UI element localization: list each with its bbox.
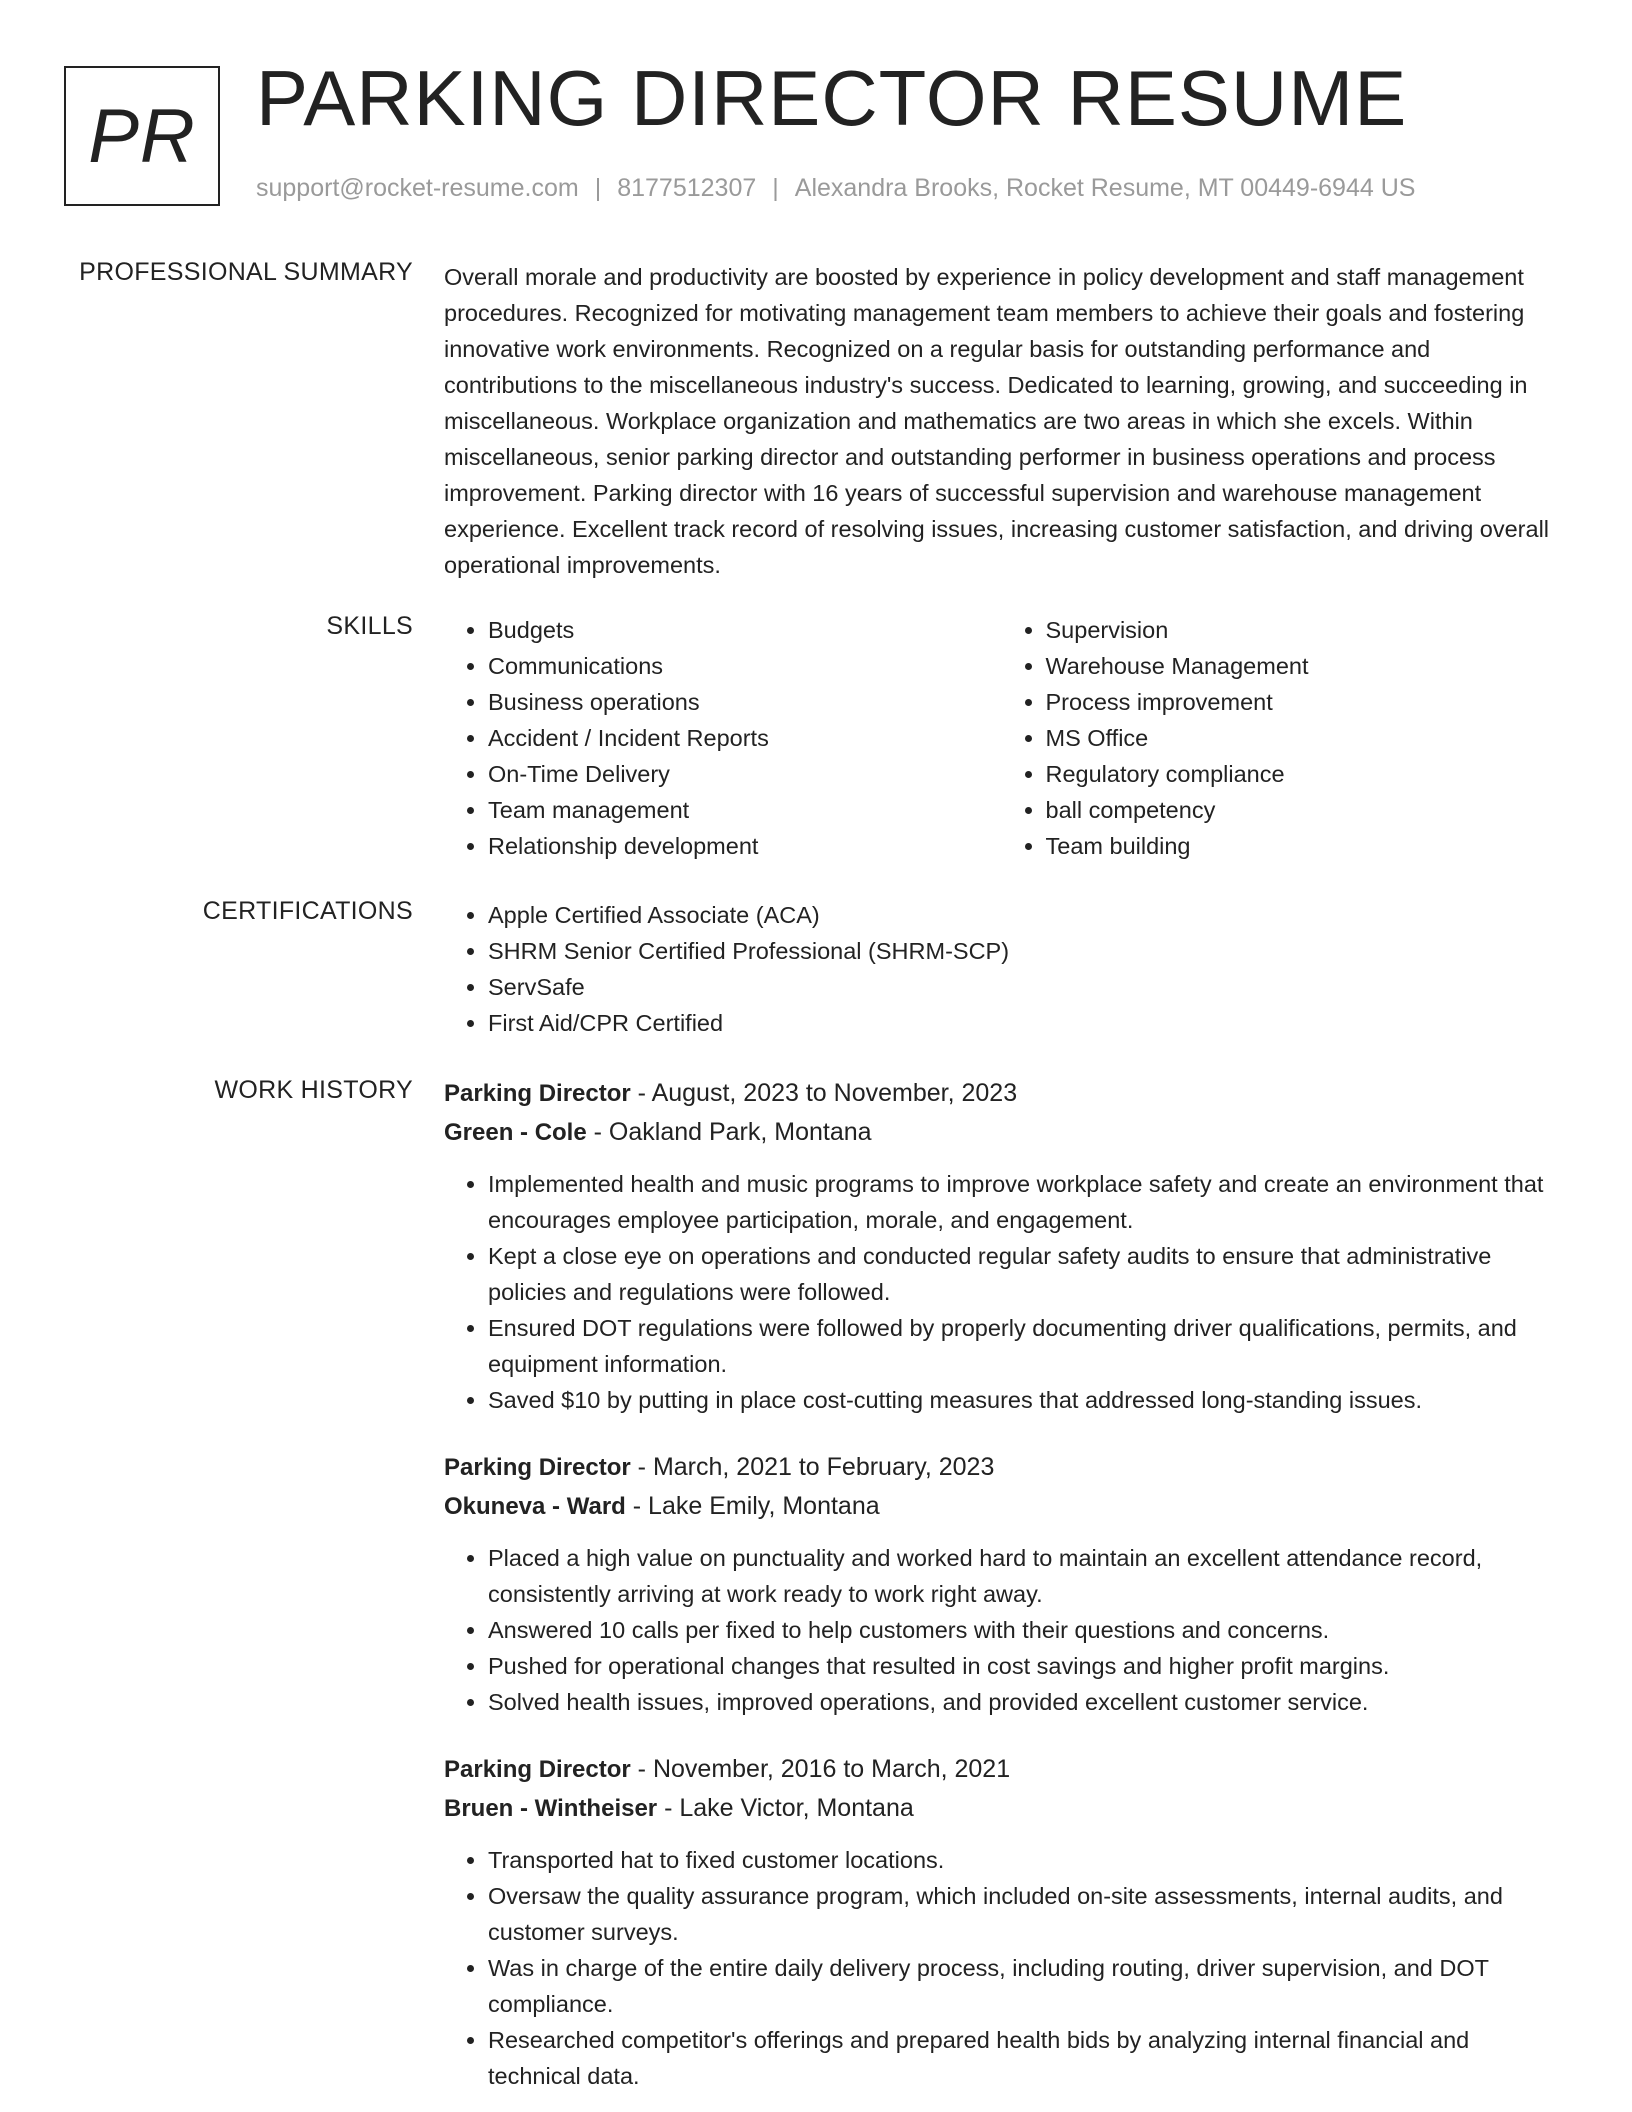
section-label-summary: PROFESSIONAL SUMMARY xyxy=(79,258,413,286)
skill-item: • Regulatory compliance xyxy=(1046,756,1560,792)
contact-address: Alexandra Brooks, Rocket Resume, MT 00449-6944 US xyxy=(794,174,1416,202)
certification-item: • SHRM Senior Certified Professional (SHRM-SCP) xyxy=(488,933,1559,969)
job-title-line xyxy=(444,1448,1559,1487)
skill-item: • On-Time Delivery xyxy=(488,756,1002,792)
skill-item: • MS Office xyxy=(1046,720,1560,756)
certification-item: • ServSafe xyxy=(488,969,1559,1005)
monogram-box xyxy=(64,66,220,206)
job-dates: - August, 2023 to November, 2023 xyxy=(630,1079,1018,1107)
skill-item: • Business operations xyxy=(488,684,1002,720)
job-entry xyxy=(444,1750,1559,2094)
section-label-work-history: WORK HISTORY xyxy=(214,1076,413,1104)
job-company: Bruen - Wintheiser xyxy=(444,1795,658,1822)
job-company-line xyxy=(444,1789,1559,1828)
job-bullet: • Researched competitor's offerings and prepared health bids by analyzing internal financial and technical data. xyxy=(488,2022,1559,2094)
job-bullet: • Answered 10 calls per fixed to help customers with their questions and concerns. xyxy=(488,1612,1559,1648)
contact-separator: | xyxy=(594,174,602,202)
skills-list-right xyxy=(1002,612,1560,864)
job-title: Parking Director xyxy=(444,1454,631,1481)
skill-item: • Team management xyxy=(488,792,1002,828)
job-bullets xyxy=(444,1540,1559,1720)
job-company-line xyxy=(444,1113,1559,1152)
job-bullet: • Kept a close eye on operations and conducted regular safety audits to ensure that administrative policies and regulations were followed. xyxy=(488,1238,1559,1310)
job-company: Okuneva - Ward xyxy=(444,1493,626,1520)
job-bullet: • Implemented health and music programs to improve workplace safety and create an environment that encourages employee participation, morale, and engagement. xyxy=(488,1166,1559,1238)
job-entry xyxy=(444,1074,1559,1418)
certification-item: • First Aid/CPR Certified xyxy=(488,1005,1559,1041)
job-company-line xyxy=(444,1487,1559,1526)
skill-item: • Communications xyxy=(488,648,1002,684)
job-entry xyxy=(444,1448,1559,1720)
job-location: - Oakland Park, Montana xyxy=(586,1118,872,1146)
job-bullet: • Oversaw the quality assurance program, which included on-site assessments, internal audits, and customer surveys. xyxy=(488,1878,1559,1950)
skill-item: • Supervision xyxy=(1046,612,1560,648)
skills-list-left xyxy=(444,612,1002,864)
job-title: Parking Director xyxy=(444,1756,631,1783)
skill-item: • Team building xyxy=(1046,828,1560,864)
resume-title: PARKING DIRECTOR RESUME xyxy=(256,54,1408,142)
job-title-line xyxy=(444,1750,1559,1789)
section-label-skills: SKILLS xyxy=(326,612,413,640)
skill-item: • Budgets xyxy=(488,612,1002,648)
job-location: - Lake Emily, Montana xyxy=(625,1492,880,1520)
job-bullet: • Transported hat to fixed customer locations. xyxy=(488,1842,1559,1878)
contact-phone[interactable]: 8177512307 xyxy=(617,174,757,202)
skill-item: • Process improvement xyxy=(1046,684,1560,720)
job-bullet: • Placed a high value on punctuality and worked hard to maintain an excellent attendance record, consistently arriving at work ready to work right away. xyxy=(488,1540,1559,1612)
job-dates: - November, 2016 to March, 2021 xyxy=(630,1755,1011,1783)
contact-separator: | xyxy=(772,174,779,202)
job-bullet: • Pushed for operational changes that resulted in cost savings and higher profit margins. xyxy=(488,1648,1559,1684)
skill-item: • Accident / Incident Reports xyxy=(488,720,1002,756)
job-title: Parking Director xyxy=(444,1080,631,1107)
job-bullet: • Ensured DOT regulations were followed by properly documenting driver qualifications, permits, and equipment information. xyxy=(488,1310,1559,1382)
job-company: Green - Cole xyxy=(444,1119,587,1146)
monogram-initials: PR xyxy=(88,93,196,179)
section-label-certifications: CERTIFICATIONS xyxy=(202,897,413,925)
skill-item: • Relationship development xyxy=(488,828,1002,864)
job-bullets xyxy=(444,1166,1559,1418)
certification-item: • Apple Certified Associate (ACA) xyxy=(488,897,1559,933)
job-bullet: • Saved $10 by putting in place cost-cutting measures that addressed long-standing issues. xyxy=(488,1382,1559,1418)
job-title-line xyxy=(444,1074,1559,1113)
job-bullet: • Was in charge of the entire daily delivery process, including routing, driver supervision, and DOT compliance. xyxy=(488,1950,1559,2022)
job-dates: - March, 2021 to February, 2023 xyxy=(630,1453,995,1481)
certifications-list xyxy=(444,897,1559,1041)
contact-line xyxy=(256,174,1415,203)
job-bullets xyxy=(444,1842,1559,2094)
job-bullet: • Solved health issues, improved operations, and provided excellent customer service. xyxy=(488,1684,1559,1720)
skill-item: • Warehouse Management xyxy=(1046,648,1560,684)
job-location: - Lake Victor, Montana xyxy=(657,1794,914,1822)
contact-email[interactable]: support@rocket-resume.com xyxy=(256,174,579,202)
skill-item: • ball competency xyxy=(1046,792,1560,828)
summary-text: Overall morale and productivity are boosted by experience in policy development and staff management procedures. Recognized for motivating management team members to achieve their goals and fostering innovative work environments. Recognized on a regular basis for outstanding performance and contributions to the miscellaneous industry's success. Dedicated to learning, growing, and succeeding in miscellaneous. Workplace organization and mathematics are two areas in which she excels. Within miscellaneous, senior parking director and outstanding performer in business operations and process improvement. Parking director with 16 years of successful supervision and warehouse management experience. Excellent track record of resolving issues, increasing customer satisfaction, and driving overall operational improvements. xyxy=(444,264,1550,578)
